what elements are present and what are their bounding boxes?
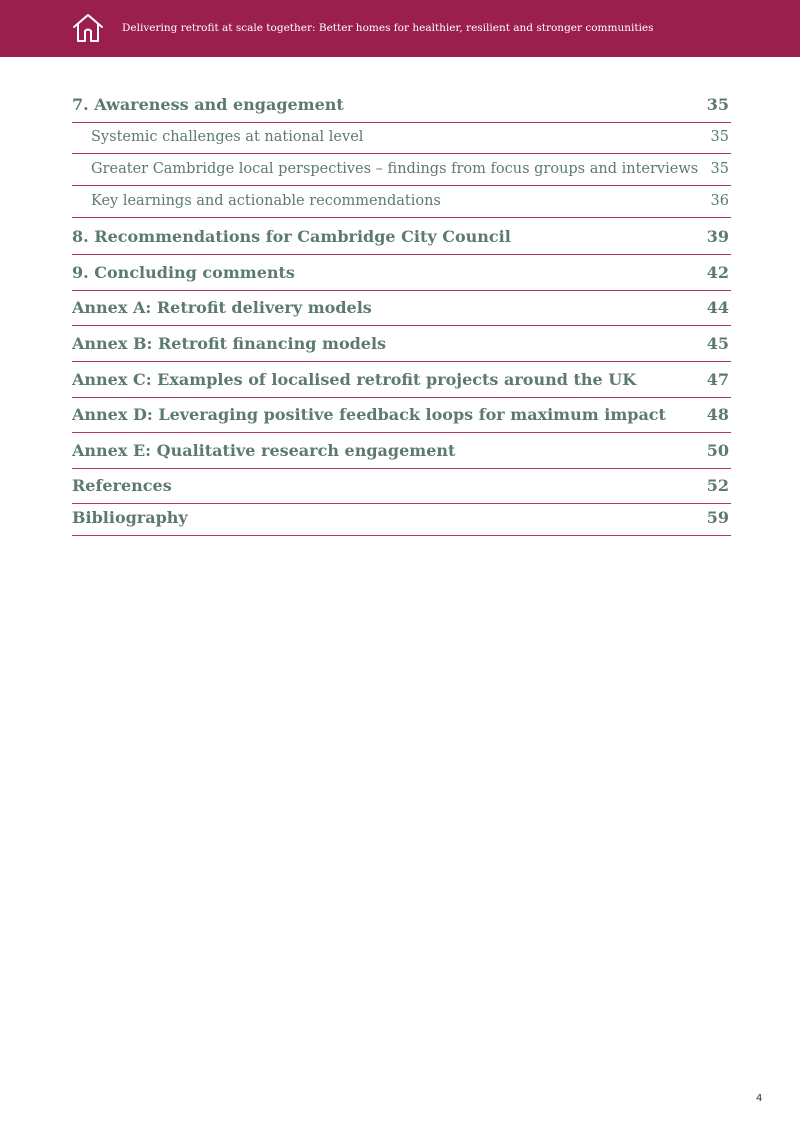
toc-entry[interactable] — [72, 154, 731, 186]
toc-entry-page: 50 — [706, 441, 729, 460]
toc-entry-page: 52 — [706, 476, 729, 495]
house-outline-icon — [72, 12, 104, 44]
toc-entry-page: 48 — [706, 405, 729, 424]
toc-entry-label: Annex C: Examples of localised retrofit projects around the UK — [72, 370, 637, 389]
toc-entry-label: Annex D: Leveraging positive feedback loops for maximum impact — [72, 405, 666, 424]
toc-entry-page: 35 — [710, 129, 729, 145]
toc-entry-page: 47 — [706, 370, 729, 389]
toc-entry-label: Greater Cambridge local perspectives – findings from focus groups and interviews — [91, 161, 699, 177]
toc-entry-label: 9. Concluding comments — [72, 263, 295, 282]
toc-entry[interactable] — [72, 504, 731, 536]
toc-entry[interactable] — [72, 255, 731, 291]
toc-entry-label: 8. Recommendations for Cambridge City Council — [72, 227, 511, 246]
toc-entry[interactable] — [72, 469, 731, 504]
toc-entry-label: Annex A: Retrofit delivery models — [72, 298, 372, 317]
toc-entry[interactable] — [72, 362, 731, 398]
toc-entry-label: Annex B: Retrofit financing models — [72, 334, 387, 353]
toc-entry-label: Annex E: Qualitative research engagement — [72, 441, 456, 460]
toc-entry-page: 45 — [706, 334, 729, 353]
toc-entry[interactable] — [72, 123, 731, 154]
toc-entry[interactable] — [72, 433, 731, 469]
document-title: Delivering retrofit at scale together: Better homes for healthier, resilient and stronger communities — [122, 22, 654, 34]
toc-entry[interactable] — [72, 85, 731, 123]
page-header — [0, 0, 800, 57]
toc-entry-page: 42 — [706, 263, 729, 282]
toc-entry-page: 59 — [706, 508, 729, 527]
toc-entry[interactable] — [72, 291, 731, 326]
toc-entry-page: 44 — [706, 298, 729, 317]
toc-entry-label: Systemic challenges at national level — [91, 129, 364, 145]
toc-entry-label: Key learnings and actionable recommendations — [91, 193, 441, 209]
toc-entry-label: Bibliography — [72, 508, 188, 527]
toc-entry-page: 39 — [706, 227, 729, 246]
toc-entry[interactable] — [72, 218, 731, 255]
toc-entry-label: References — [72, 476, 172, 495]
toc-entry-page: 35 — [710, 161, 729, 177]
toc-entry-label: 7. Awareness and engagement — [72, 95, 344, 114]
page-number: 4 — [756, 1093, 763, 1104]
toc-entry-page: 36 — [710, 193, 729, 209]
toc-entry[interactable] — [72, 326, 731, 362]
toc-entry[interactable] — [72, 186, 731, 218]
toc-entry[interactable] — [72, 398, 731, 433]
toc-entry-page: 35 — [706, 95, 729, 114]
